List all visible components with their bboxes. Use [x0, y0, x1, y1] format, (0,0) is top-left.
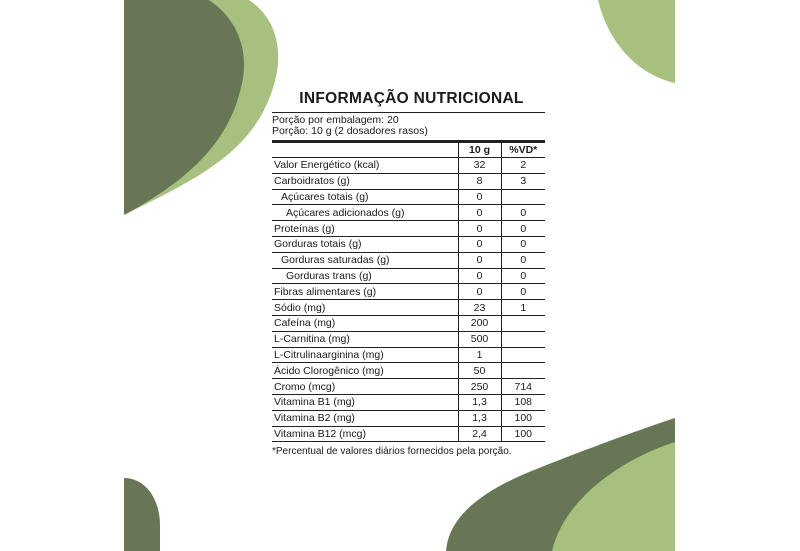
table-row	[272, 284, 545, 300]
nutrient-amount: 23	[458, 300, 501, 316]
nutrient-vd: 0	[501, 236, 545, 252]
nutrient-name: Carboidratos (g)	[272, 173, 458, 189]
nutrient-amount: 50	[458, 363, 501, 379]
table-row	[272, 173, 545, 189]
table-row	[272, 331, 545, 347]
header-amount: 10 g	[458, 142, 501, 158]
nutrient-amount: 0	[458, 252, 501, 268]
nutrient-vd: 0	[501, 205, 545, 221]
nutrient-amount: 1,3	[458, 410, 501, 426]
nutrient-name: Cafeína (mg)	[272, 315, 458, 331]
nutrient-vd: 0	[501, 221, 545, 237]
header-name	[272, 142, 458, 158]
table-row	[272, 252, 545, 268]
nutrient-vd	[501, 347, 545, 363]
table-row	[272, 300, 545, 316]
nutrient-vd: 3	[501, 173, 545, 189]
nutrient-amount: 0	[458, 205, 501, 221]
table-row	[272, 410, 545, 426]
nutrient-vd	[501, 331, 545, 347]
nutrient-name: L-Carnitina (mg)	[272, 331, 458, 347]
nutrient-vd	[501, 315, 545, 331]
nutrient-name: Vitamina B2 (mg)	[272, 410, 458, 426]
nutrient-name: Valor Energético (kcal)	[272, 158, 458, 174]
nutrient-name: Gorduras saturadas (g)	[272, 252, 458, 268]
table-row	[272, 268, 545, 284]
table-row	[272, 347, 545, 363]
nutrient-name: Açúcares totais (g)	[272, 189, 458, 205]
table-row	[272, 189, 545, 205]
nutrient-name: Gorduras trans (g)	[272, 268, 458, 284]
nutrient-name: Gorduras totais (g)	[272, 236, 458, 252]
nutrient-amount: 32	[458, 158, 501, 174]
nutrient-name: Proteínas (g)	[272, 221, 458, 237]
nutrient-vd	[501, 363, 545, 379]
nutrient-name: Cromo (mcg)	[272, 379, 458, 395]
table-row	[272, 315, 545, 331]
table-row	[272, 205, 545, 221]
nutrient-amount: 0	[458, 236, 501, 252]
nutrition-table	[272, 140, 545, 442]
nutrient-amount: 8	[458, 173, 501, 189]
blob-top-right-light	[598, 0, 675, 83]
nutrient-vd	[501, 189, 545, 205]
table-row	[272, 394, 545, 410]
nutrient-vd: 100	[501, 410, 545, 426]
nutrient-amount: 0	[458, 221, 501, 237]
nutrient-vd: 0	[501, 284, 545, 300]
nutrient-amount: 1	[458, 347, 501, 363]
blob-bottom-left-dark	[124, 478, 160, 551]
header-vd: %VD*	[501, 142, 545, 158]
nutrient-vd: 0	[501, 252, 545, 268]
nutrient-vd: 108	[501, 394, 545, 410]
footnote: *Percentual de valores diários fornecidos pela porção.	[272, 446, 512, 458]
nutrient-amount: 1,3	[458, 394, 501, 410]
label-title: INFORMAÇÃO NUTRICIONAL	[299, 90, 524, 107]
table-row	[272, 158, 545, 174]
table-row	[272, 221, 545, 237]
nutrient-vd: 0	[501, 268, 545, 284]
nutrient-amount: 0	[458, 284, 501, 300]
nutrient-name: Sódio (mg)	[272, 300, 458, 316]
table-row	[272, 236, 545, 252]
nutrient-name: Vitamina B12 (mcg)	[272, 426, 458, 442]
table-row	[272, 379, 545, 395]
table-row	[272, 363, 545, 379]
nutrient-amount: 250	[458, 379, 501, 395]
servings-per-package: Porção por embalagem: 20	[272, 114, 399, 126]
nutrient-name: Açúcares adicionados (g)	[272, 205, 458, 221]
nutrient-vd: 714	[501, 379, 545, 395]
nutrient-amount: 0	[458, 189, 501, 205]
nutrient-vd: 2	[501, 158, 545, 174]
nutrient-amount: 200	[458, 315, 501, 331]
serving-info	[272, 112, 545, 137]
nutrient-name: L-Citrulinaarginina (mg)	[272, 347, 458, 363]
nutrient-name: Vitamina B1 (mg)	[272, 394, 458, 410]
nutrient-amount: 2,4	[458, 426, 501, 442]
nutrition-label	[272, 90, 545, 457]
nutrient-name: Fibras alimentares (g)	[272, 284, 458, 300]
portion-size: Porção: 10 g (2 dosadores rasos)	[272, 125, 428, 137]
nutrient-amount: 0	[458, 268, 501, 284]
nutrient-vd: 1	[501, 300, 545, 316]
nutrient-vd: 100	[501, 426, 545, 442]
table-header-row	[272, 142, 545, 158]
nutrient-amount: 500	[458, 331, 501, 347]
nutrient-name: Ácido Clorogênico (mg)	[272, 363, 458, 379]
table-row	[272, 426, 545, 442]
